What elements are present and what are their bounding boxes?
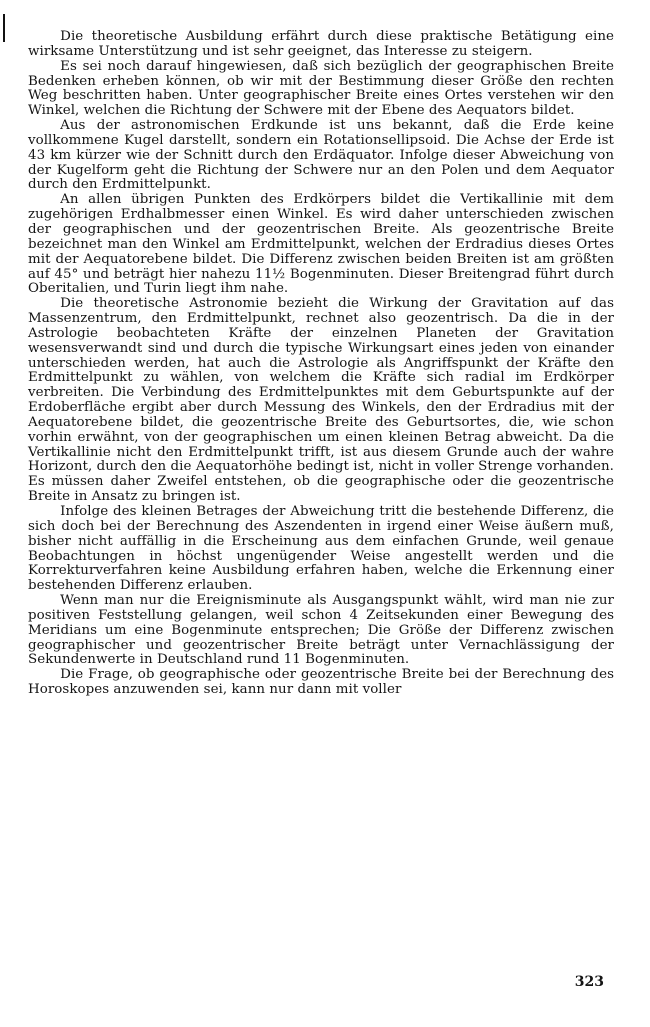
paragraph-ereignisminute: Wenn man nur die Ereignisminute als Ausgangspunkt wählt, wird man nie zur positiven Feststellung gelangen, weil schon 4 Zeitsekunden einer Bewegung des Meridians um eine Bogenminute entsprechen; Die Größe der Differenz zwischen geographischer und geozentrischer Breite beträgt unter Vernachlässigung der Sekundenwerte in Deutschland rund 11 Bogenminuten.: [28, 593, 614, 668]
paragraph-geographische-breite: Es sei noch darauf hingewiesen, daß sich bezüglich der geographischen Breite Bedenken erheben können, ob wir mit der Bestimmung dieser Größe den rechten Weg beschritten haben. Unter geographischer Breite eines Ortes verstehen wir den Winkel, welchen die Richtung der Schwere mit der Ebene des Aequators bildet.: [28, 58, 614, 119]
paragraph-abweichung: Infolge des kleinen Betrages der Abweichung tritt die bestehende Differenz, die sich doch bei der Berechnung des Aszendenten in irgend einer Weise äußern muß, bisher nicht auffällig in die Erscheinung aus dem einfachen Grunde, weil genaue Beobachtungen in höchst ungenügender Weise angestellt werden und die Korrekturverfahren keine Ausbildung erfahren haben, welche die Erkennung einer bestehenden Differenz erlauben.: [28, 504, 614, 594]
paragraph-gravitation: Die theoretische Astronomie bezieht die Wirkung der Gravitation auf das Massenzentrum, den Erdmittelpunkt, rechnet also geozentrisch. Da die in der Astrologie beobachteten Kräfte der einzelnen Planeten der Gravitation wesensverwandt sind und durch die typische Wirkungsart eines jeden von einander unterschieden werden, hat auch die Astrologie als Angriffspunkt der Kräfte den Erdmittelpunkt zu wählen, von welchem die Kräfte sich radial im Erdkörper verbreiten. Die Verbindung des Erdmittelpunktes mit dem Geburtspunkte auf der Erdoberfläche ergibt aber durch Messung des Winkels, den der Erdradius mit der Aequatorebene bildet, die geozentrische Breite des Geburtsortes, die, wie schon vorhin erwähnt, von der geographischen um einen kleinen Betrag abweicht. Da die Vertikallinie nicht den Erdmittelpunkt trifft, ist aus diesem Grunde auch der wahre Horizont, durch den die Aequatorhöhe bedingt ist, nicht in voller Strenge vorhanden. Es müssen daher Zweifel entstehen, ob die geographische oder die geozentrische Breite in Ansatz zu bringen ist.: [28, 296, 614, 505]
paragraph-frage: Die Frage, ob geographische oder geozentrische Breite bei der Berechnung des Horoskopes anzuwenden sei, kann nur dann mit voller: [28, 667, 614, 698]
paragraph-vertikallinie: An allen übrigen Punkten des Erdkörpers bildet die Vertikallinie mit dem zugehörigen Erdhalbmesser einen Winkel. Es wird daher unterschieden zwischen der geographischen und der geozentrischen Breite. Als geozentrische Breite bezeichnet man den Winkel am Erdmittelpunkt, welchen der Erdradius dieses Ortes mit der Aequatorebene bildet. Die Differenz zwischen beiden Breiten ist am größten auf 45° und beträgt hier nahezu 11½ Bogenminuten. Dieser Breitengrad führt durch Oberitalien, und Turin liegt ihm nahe.: [28, 192, 614, 297]
book-page: [28, 30, 614, 990]
margin-rule: [3, 14, 5, 42]
page-number: 323: [574, 974, 604, 990]
paragraph-ausbildung: Die theoretische Ausbildung erfährt durch diese praktische Betätigung eine wirksame Unterstützung und ist sehr geeignet, das Interesse zu steigern.: [28, 29, 614, 59]
paragraph-rotationsellipsoid: Aus der astronomischen Erdkunde ist uns bekannt, daß die Erde keine vollkommene Kugel darstellt, sondern ein Rotationsellipsoid. Die Achse der Erde ist 43 km kürzer wie der Schnitt durch den Erdäquator. Infolge dieser Abweichung von der Kugelform geht die Richtung der Schwere nur an den Polen und dem Aequator durch den Erdmittelpunkt.: [28, 118, 614, 193]
